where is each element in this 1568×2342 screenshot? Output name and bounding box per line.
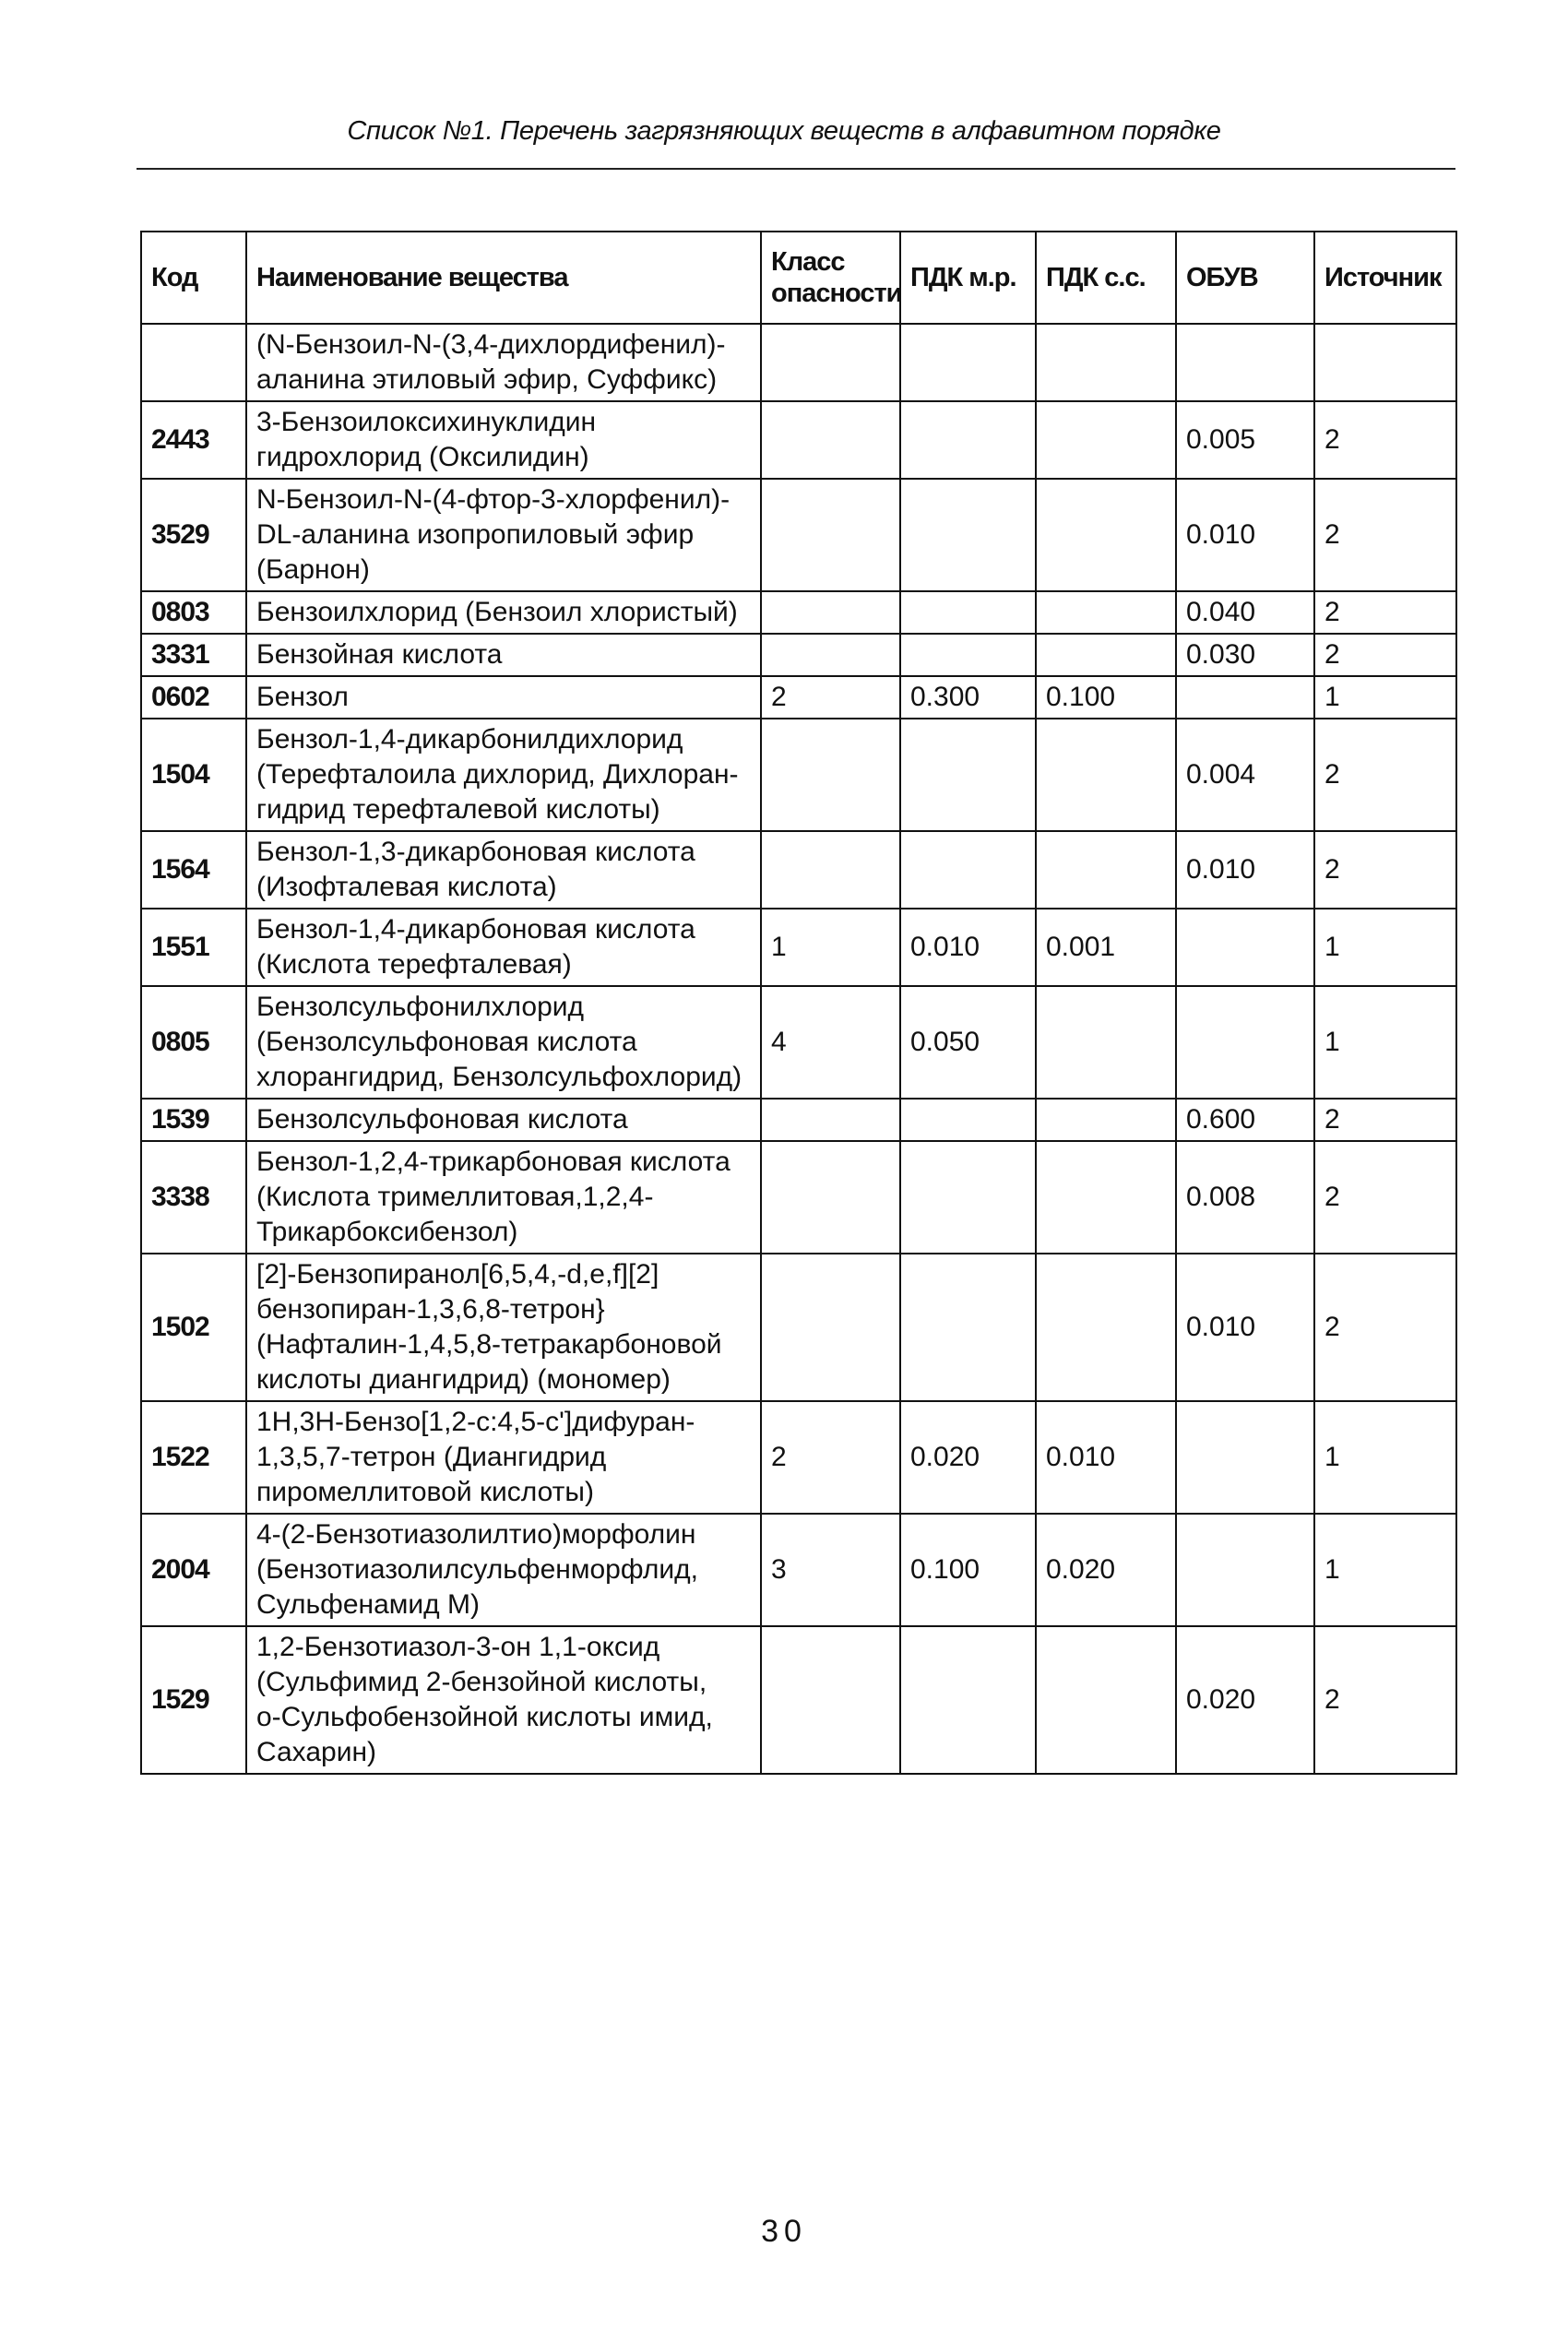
cell-code: 3529 [141, 479, 246, 591]
substances-table [140, 231, 1457, 1775]
header-rule [137, 168, 1455, 170]
cell-obuv [1176, 324, 1314, 401]
cell-obuv: 0.030 [1176, 634, 1314, 676]
cell-pdk-ss: 0.020 [1036, 1514, 1176, 1626]
cell-hazard-class: 2 [761, 676, 900, 719]
cell-code: 1529 [141, 1626, 246, 1774]
cell-pdk-ss: 0.010 [1036, 1401, 1176, 1514]
cell-source: 2 [1314, 634, 1456, 676]
cell-pdk-mr [900, 634, 1036, 676]
table-row [141, 1141, 1456, 1254]
cell-pdk-mr: 0.300 [900, 676, 1036, 719]
table-row [141, 1626, 1456, 1774]
cell-pdk-ss [1036, 591, 1176, 634]
table-row [141, 1514, 1456, 1626]
cell-obuv: 0.600 [1176, 1099, 1314, 1141]
col-header-pdk-ss: ПДК с.с. [1036, 232, 1176, 324]
cell-code: 1522 [141, 1401, 246, 1514]
col-header-source: Источник [1314, 232, 1456, 324]
cell-code: 0805 [141, 986, 246, 1099]
cell-source: 1 [1314, 909, 1456, 986]
cell-hazard-class [761, 1099, 900, 1141]
cell-hazard-class [761, 719, 900, 831]
cell-hazard-class [761, 1141, 900, 1254]
cell-code [141, 324, 246, 401]
table-header-row [141, 232, 1456, 324]
cell-code: 1539 [141, 1099, 246, 1141]
running-title: Список №1. Перечень загрязняющих веществ в алфавитном порядке [347, 116, 1221, 146]
col-header-name: Наименование вещества [246, 232, 761, 324]
cell-source: 2 [1314, 401, 1456, 479]
cell-substance-name: (N-Бензоил-N-(3,4-дихлордифенил)- аланина этиловый эфир, Суффикс) [246, 324, 761, 401]
cell-pdk-mr [900, 479, 1036, 591]
cell-pdk-ss [1036, 1254, 1176, 1401]
col-header-pdk-mr: ПДК м.р. [900, 232, 1036, 324]
cell-source: 1 [1314, 986, 1456, 1099]
cell-source: 2 [1314, 719, 1456, 831]
table-row [141, 986, 1456, 1099]
table-row [141, 1254, 1456, 1401]
cell-pdk-ss [1036, 634, 1176, 676]
cell-obuv: 0.020 [1176, 1626, 1314, 1774]
cell-obuv [1176, 986, 1314, 1099]
table-row [141, 479, 1456, 591]
cell-obuv [1176, 1514, 1314, 1626]
cell-substance-name: Бензол-1,4-дикарбонилдихлорид (Терефталоила дихлорид, Дихлоран- гидрид терефталевой кислоты) [246, 719, 761, 831]
cell-hazard-class [761, 324, 900, 401]
cell-obuv: 0.010 [1176, 479, 1314, 591]
cell-source: 2 [1314, 591, 1456, 634]
cell-source [1314, 324, 1456, 401]
cell-pdk-mr: 0.020 [900, 1401, 1036, 1514]
cell-substance-name: Бензол-1,3-дикарбоновая кислота (Изофталевая кислота) [246, 831, 761, 909]
cell-source: 2 [1314, 1254, 1456, 1401]
cell-source: 1 [1314, 676, 1456, 719]
cell-substance-name: Бензолсульфонилхлорид (Бензолсульфоновая кислота хлорангидрид, Бензолсульфохлорид) [246, 986, 761, 1099]
cell-hazard-class: 1 [761, 909, 900, 986]
cell-obuv [1176, 1401, 1314, 1514]
cell-code: 1551 [141, 909, 246, 986]
cell-hazard-class [761, 634, 900, 676]
table-row [141, 634, 1456, 676]
cell-code: 2004 [141, 1514, 246, 1626]
col-header-hazard-class: Класс опасности [761, 232, 900, 324]
cell-hazard-class [761, 479, 900, 591]
cell-pdk-ss: 0.100 [1036, 676, 1176, 719]
cell-hazard-class: 2 [761, 1401, 900, 1514]
cell-obuv: 0.010 [1176, 831, 1314, 909]
cell-substance-name: Бензоилхлорид (Бензоил хлористый) [246, 591, 761, 634]
cell-obuv: 0.008 [1176, 1141, 1314, 1254]
cell-obuv: 0.040 [1176, 591, 1314, 634]
cell-pdk-mr [900, 831, 1036, 909]
cell-pdk-mr: 0.010 [900, 909, 1036, 986]
cell-hazard-class: 4 [761, 986, 900, 1099]
cell-source: 1 [1314, 1514, 1456, 1626]
cell-pdk-ss [1036, 479, 1176, 591]
cell-substance-name: Бензойная кислота [246, 634, 761, 676]
cell-source: 1 [1314, 1401, 1456, 1514]
cell-pdk-ss [1036, 986, 1176, 1099]
cell-hazard-class [761, 1254, 900, 1401]
cell-pdk-ss [1036, 831, 1176, 909]
table-row [141, 324, 1456, 401]
cell-substance-name: [2]-Бензопиранол[6,5,4,-d,e,f][2] бензопиран-1,3,6,8-тетрон} (Нафталин-1,4,5,8-тетракарбоновой кислоты диангидрид) (мономер) [246, 1254, 761, 1401]
cell-code: 1564 [141, 831, 246, 909]
cell-pdk-mr [900, 324, 1036, 401]
cell-pdk-mr [900, 1254, 1036, 1401]
cell-source: 2 [1314, 1626, 1456, 1774]
cell-substance-name: 4-(2-Бензотиазолилтио)морфолин (Бензотиазолилсульфенморфлид, Сульфенамид М) [246, 1514, 761, 1626]
cell-substance-name: N-Бензоил-N-(4-фтор-3-хлорфенил)- DL-аланина изопропиловый эфир (Барнон) [246, 479, 761, 591]
table-row [141, 401, 1456, 479]
cell-substance-name: 1,2-Бензотиазол-3-он 1,1-оксид (Сульфимид 2-бензойной кислоты, o-Сульфобензойной кислоты имид, Сахарин) [246, 1626, 761, 1774]
cell-source: 2 [1314, 479, 1456, 591]
cell-hazard-class [761, 831, 900, 909]
cell-source: 2 [1314, 1141, 1456, 1254]
table-row [141, 676, 1456, 719]
cell-pdk-mr [900, 719, 1036, 831]
cell-hazard-class [761, 591, 900, 634]
cell-pdk-ss [1036, 1141, 1176, 1254]
cell-substance-name: 1H,3H-Бензо[1,2-c:4,5-c']дифуран- 1,3,5,7-тетрон (Диангидрид пиромеллитовой кислоты) [246, 1401, 761, 1514]
cell-pdk-mr [900, 1099, 1036, 1141]
cell-pdk-mr [900, 401, 1036, 479]
cell-substance-name: 3-Бензоилоксихинуклидин гидрохлорид (Оксилидин) [246, 401, 761, 479]
cell-substance-name: Бензолсульфоновая кислота [246, 1099, 761, 1141]
cell-pdk-ss [1036, 1626, 1176, 1774]
cell-pdk-mr: 0.050 [900, 986, 1036, 1099]
col-header-code: Код [141, 232, 246, 324]
cell-source: 2 [1314, 1099, 1456, 1141]
cell-code: 2443 [141, 401, 246, 479]
table-row [141, 909, 1456, 986]
cell-substance-name: Бензол [246, 676, 761, 719]
col-header-obuv: ОБУВ [1176, 232, 1314, 324]
cell-pdk-ss: 0.001 [1036, 909, 1176, 986]
page-number: 30 [761, 2214, 807, 2249]
cell-obuv [1176, 676, 1314, 719]
cell-pdk-ss [1036, 719, 1176, 831]
cell-pdk-mr: 0.100 [900, 1514, 1036, 1626]
cell-code: 3338 [141, 1141, 246, 1254]
cell-code: 0803 [141, 591, 246, 634]
table-row [141, 719, 1456, 831]
table-row [141, 831, 1456, 909]
cell-obuv: 0.004 [1176, 719, 1314, 831]
cell-obuv: 0.010 [1176, 1254, 1314, 1401]
cell-pdk-mr [900, 1141, 1036, 1254]
table-row [141, 1099, 1456, 1141]
cell-code: 0602 [141, 676, 246, 719]
cell-pdk-ss [1036, 324, 1176, 401]
cell-pdk-ss [1036, 1099, 1176, 1141]
cell-hazard-class [761, 401, 900, 479]
table-row [141, 1401, 1456, 1514]
cell-code: 3331 [141, 634, 246, 676]
cell-obuv [1176, 909, 1314, 986]
cell-pdk-ss [1036, 401, 1176, 479]
cell-source: 2 [1314, 831, 1456, 909]
table-row [141, 591, 1456, 634]
cell-code: 1504 [141, 719, 246, 831]
cell-obuv: 0.005 [1176, 401, 1314, 479]
cell-pdk-mr [900, 591, 1036, 634]
cell-hazard-class: 3 [761, 1514, 900, 1626]
cell-substance-name: Бензол-1,4-дикарбоновая кислота (Кислота терефталевая) [246, 909, 761, 986]
cell-hazard-class [761, 1626, 900, 1774]
cell-code: 1502 [141, 1254, 246, 1401]
cell-pdk-mr [900, 1626, 1036, 1774]
cell-substance-name: Бензол-1,2,4-трикарбоновая кислота (Кислота тримеллитовая,1,2,4- Трикарбоксибензол) [246, 1141, 761, 1254]
